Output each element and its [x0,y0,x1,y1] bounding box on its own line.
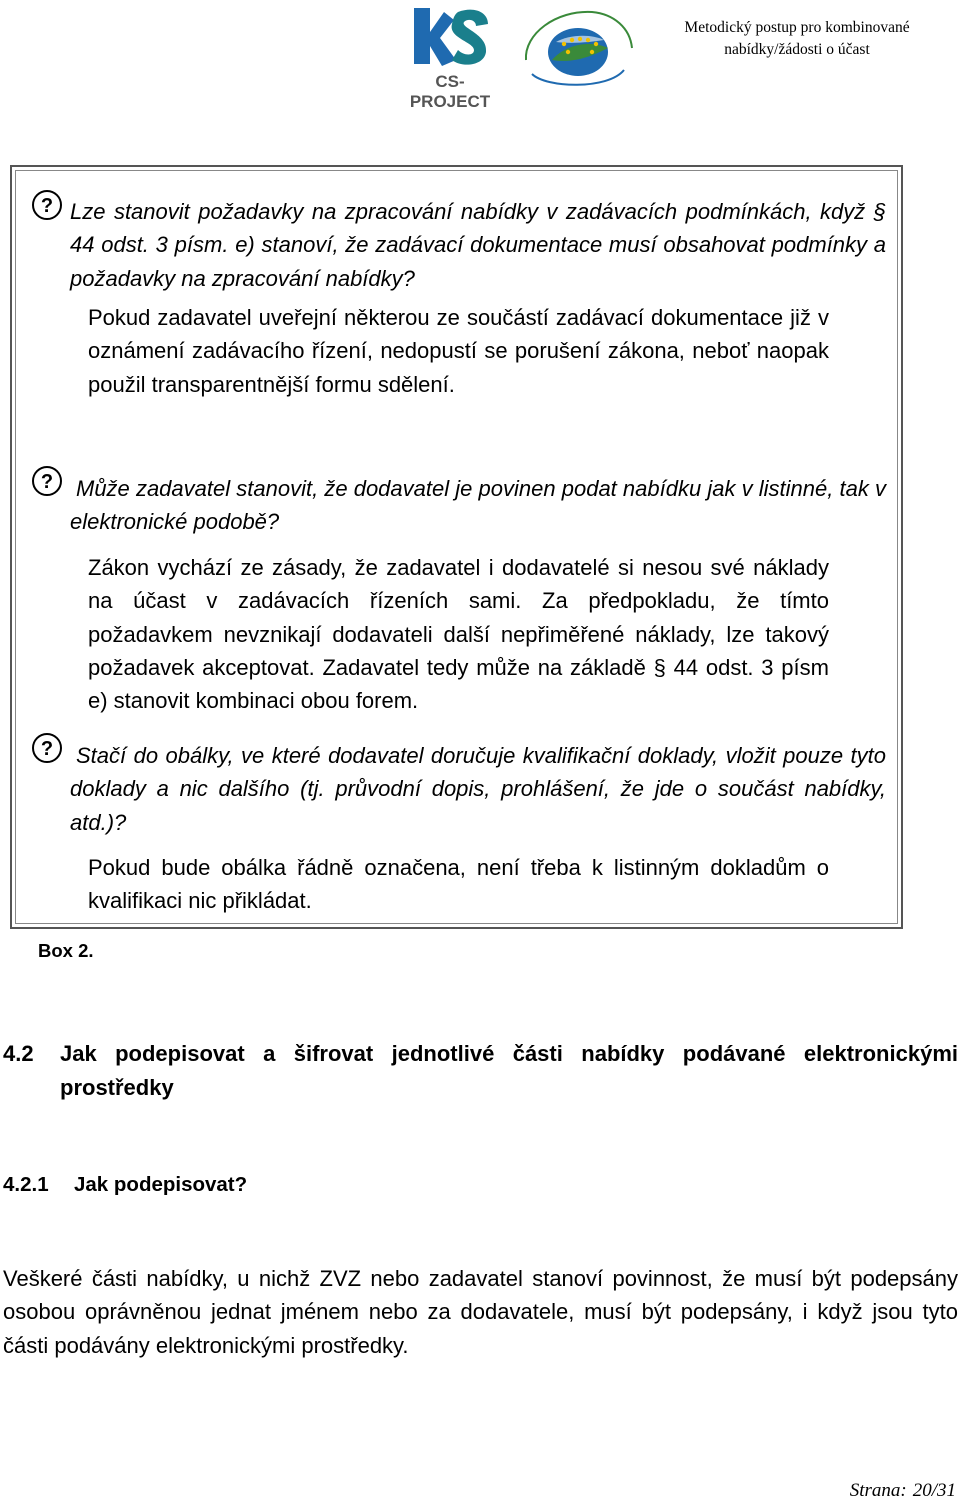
faq-question-3: Stačí do obálky, ve které dodavatel doručuje kvalifikační doklady, vložit pouze tyto doklady a nic dalšího (tj. průvodní dopis, prohlášení, že jde o součást nabídky, atd.)? [70,743,886,835]
section-number: 4.2 [3,1041,34,1066]
subsection-number: 4.2.1 [3,1173,49,1196]
faq-question-1: Lze stanovit požadavky na zpracování nabídky v zadávacích podmínkách, když § 44 odst. 3 písm. e) stanoví, že zadávací dokumentace musí obsahovat podmínky a požadavky na zpracování nabídky? [70,199,886,291]
question-mark-icon [31,465,63,497]
document-title [672,17,922,61]
faq-answer-2: Zákon vychází ze zásady, že zadavatel i dodavatelé si nesou své náklady na účast v zadávacích řízeních sami. Za předpokladu, že tímto požadavkem nevznikají dodavateli další nepřiměřené náklady, lze takový požadavek akceptovat. Zadavatel tedy může na základě § 44 odst. 3 písm e) stanovit kombinaci obou forem. [88,555,829,714]
page-footer [850,1480,956,1502]
ministry-logo [516,4,638,92]
body-paragraph: Veškeré části nabídky, u nichž ZVZ nebo zadavatel stanoví povinnost, že musí být podepsány osobou oprávněnou jednat jménem nebo za dodavatele, musí být podepsány, i když jsou tyto části podávány elektronickými prostředky. [3,1266,958,1358]
cs-project-logo-text: CS-PROJECT [409,72,491,111]
svg-text:?: ? [40,195,54,217]
faq-answer-3: Pokud bude obálka řádně označena, není třeba k listinným dokladům o kvalifikaci nic přikládat. [88,855,829,914]
question-mark-icon [31,732,63,764]
page-label: Strana: [849,1480,907,1501]
cs-project-logo [408,2,492,111]
faq-question-2: Může zadavatel stanovit, že dodavatel je povinen podat nabídku jak v listinné, tak v elektronické podobě? [70,476,886,535]
section-title: Jak podepisovat a šifrovat jednotlivé části nabídky podávané elektronickými prostředky [60,1041,958,1100]
question-mark-icon [31,189,63,221]
subsection-title: Jak podepisovat? [74,1173,248,1196]
subsection-heading [3,1173,248,1197]
page-header [0,0,960,110]
document-title-line-1: Metodický postup pro kombinované [684,19,910,36]
document-title-line-2: nabídky/žádosti o účast [724,41,870,58]
box-caption: Box 2. [38,940,94,961]
svg-text:?: ? [40,738,54,760]
svg-text:?: ? [40,471,54,493]
page-number: 20/31 [912,1480,956,1501]
faq-answer-1: Pokud zadavatel uveřejní některou ze součástí zadávací dokumentace již v oznámení zadávacího řízení, nedopustí se porušení zákona, neboť naopak použil transparentnější formu sdělení. [88,305,829,397]
